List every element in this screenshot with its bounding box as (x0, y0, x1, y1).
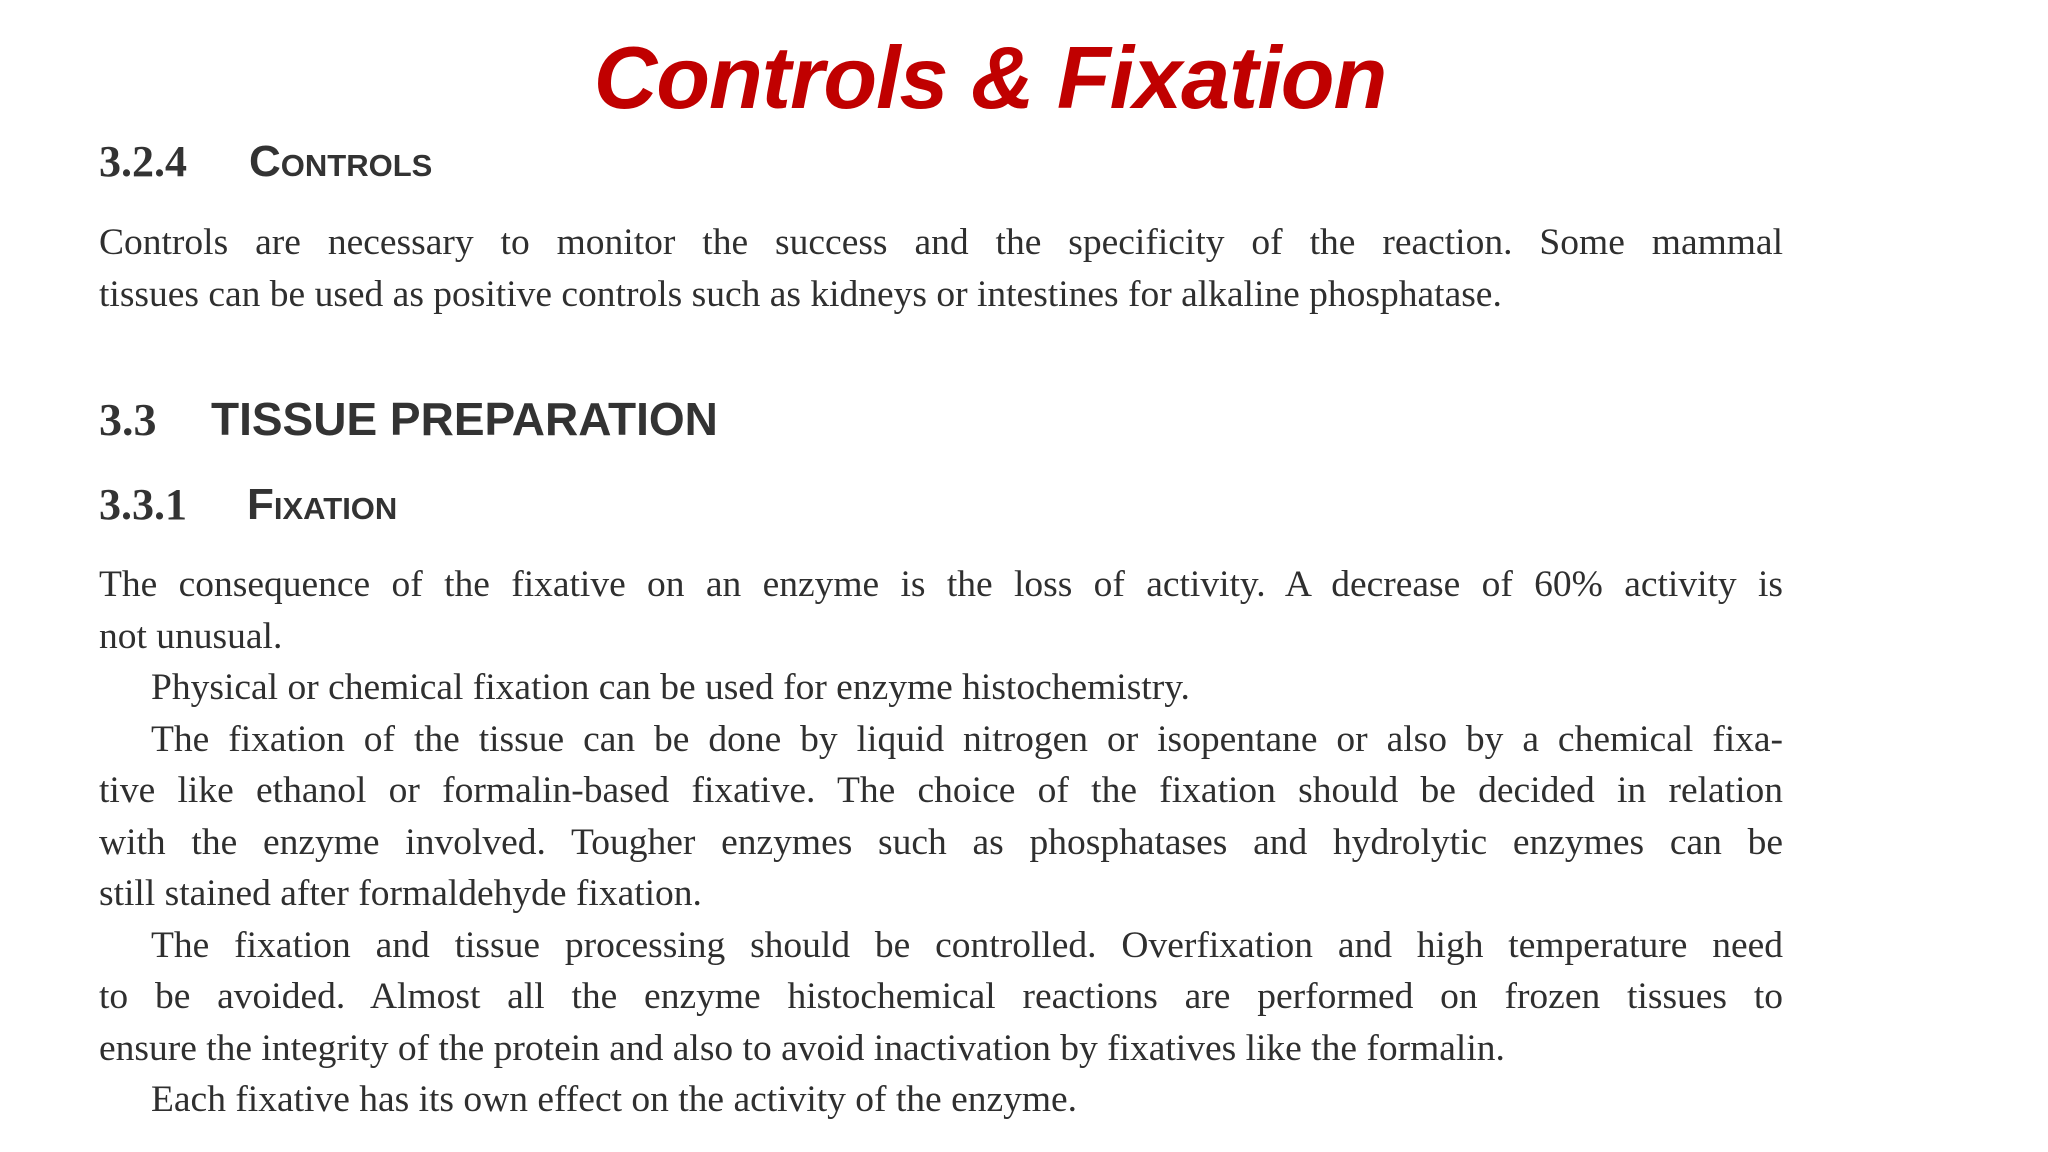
text-line: Each fixative has its own effect on the activity of the enzyme. (151, 1079, 1078, 1120)
text-line: not unusual. (99, 615, 283, 657)
text-line: Physical or chemical fixation can be used for enzyme histochemistry. (151, 667, 1190, 708)
text-line: ensure the integrity of the protein and also to avoid inactivation by fixatives like the formalin. (99, 1027, 1505, 1069)
section-number: 3.3 (99, 394, 157, 445)
fixation-paragraphs (99, 559, 1783, 1126)
text-line: to be avoided. Almost all the enzyme histochemical reactions are performed on frozen tissues to (99, 976, 1783, 1017)
section-number: 3.2.4 (99, 137, 187, 186)
section-title: Fixation (247, 480, 398, 529)
section-heading-tissue-preparation (99, 392, 718, 446)
section-heading-controls (99, 136, 432, 187)
text-line: still stained after formaldehyde fixation. (99, 873, 702, 914)
text-line: The fixation of the tissue can be done by liquid nitrogen or isopentane or also by a chemical fixa- (151, 718, 1783, 760)
text-line: The fixation and tissue processing should be controlled. Overfixation and high temperature need (151, 924, 1783, 966)
section-title: Controls (249, 137, 433, 186)
section-number: 3.3.1 (99, 480, 187, 529)
controls-paragraph (99, 217, 1783, 320)
slide-title: Controls & Fixation (593, 28, 1387, 127)
section-title: TISSUE PREPARATION (211, 393, 718, 445)
section-heading-fixation (99, 479, 397, 530)
text-line: The consequence of the fixative on an enzyme is the loss of activity. A decrease of 60% activity is (99, 564, 1783, 605)
text-line: tissues can be used as positive controls such as kidneys or intestines for alkaline phosphatase. (99, 273, 1502, 315)
text-line: Controls are necessary to monitor the success and the specificity of the reaction. Some mammal (99, 222, 1783, 263)
text-line: tive like ethanol or formalin-based fixative. The choice of the fixation should be decided in relation (99, 770, 1783, 811)
text-line: with the enzyme involved. Tougher enzymes such as phosphatases and hydrolytic enzymes can be (99, 821, 1783, 863)
